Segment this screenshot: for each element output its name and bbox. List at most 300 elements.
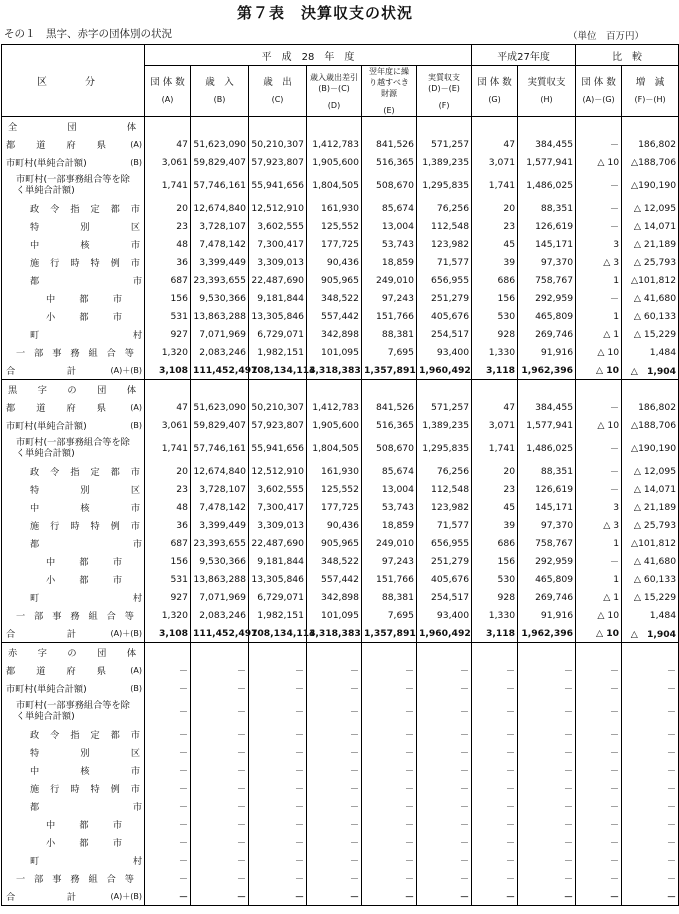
value-cell: － [576,135,622,153]
value-cell: － [622,851,679,869]
value-cell: 125,552 [307,480,362,498]
value-cell: 1 [576,307,622,325]
value-cell: 23 [472,480,518,498]
table-row [2,462,679,480]
value-cell: 3,071 [472,416,518,434]
value-cell: 47 [145,135,191,153]
value-cell: 405,676 [417,570,472,588]
value-cell: － [622,743,679,761]
value-cell: － [472,679,518,697]
value-cell: △ 10 [576,361,622,380]
table-row [2,271,679,289]
value-cell: 39 [472,253,518,271]
empty-cell [191,380,249,399]
value-cell: － [622,679,679,697]
row-tag: (A)＋(B) [110,891,142,901]
value-cell: 161,930 [307,462,362,480]
value-cell: － [472,851,518,869]
value-cell: － [249,661,307,679]
empty-cell [249,117,307,136]
value-cell: 126,619 [518,217,576,235]
value-cell: － [576,480,622,498]
value-cell: △188,706 [622,153,679,171]
value-cell: 1,330 [472,343,518,361]
value-cell: 7,300,417 [249,235,307,253]
value-cell: 48 [145,235,191,253]
value-cell: 249,010 [362,534,417,552]
value-cell: － [362,761,417,779]
value-cell: － [145,815,191,833]
value-cell: 18,859 [362,516,417,534]
value-cell: － [576,552,622,570]
value-cell: 36 [145,253,191,271]
value-cell: － [362,851,417,869]
value-cell: 531 [145,570,191,588]
section-label: 赤 字 の 団 体 [8,648,136,659]
value-cell: 1,741 [145,171,191,199]
value-cell: 145,171 [518,498,576,516]
value-cell: 48 [145,498,191,516]
value-cell: 7,478,142 [191,235,249,253]
row-label: 中 都 市 [46,294,122,305]
value-cell: 3,309,013 [249,253,307,271]
column-header-code: (D) [327,100,341,110]
value-cell: △101,812 [622,271,679,289]
value-cell: 1,484 [622,606,679,624]
value-cell: － [362,833,417,851]
table-row [2,851,679,869]
value-cell: － [191,815,249,833]
value-cell: － [191,779,249,797]
value-cell: △188,706 [622,416,679,434]
empty-cell [307,117,362,136]
value-cell: △ 1,904 [622,361,679,380]
row-label: 町 村 [30,593,142,604]
section-label: 全 団 体 [8,122,136,133]
value-cell: 251,279 [417,552,472,570]
value-cell: 1,960,492 [417,624,472,643]
value-cell: △ 10 [576,416,622,434]
empty-cell [472,380,518,399]
value-cell: △ 3 [576,253,622,271]
column-header-code: (B) [213,95,226,104]
value-cell: 251,279 [417,289,472,307]
value-cell: 3 [576,498,622,516]
value-cell: － [472,869,518,887]
value-cell: 3,061 [145,416,191,434]
table-row [2,361,679,380]
unit-note: （単位 百万円） [567,31,644,42]
value-cell: － [145,743,191,761]
value-cell: 656,955 [417,271,472,289]
value-cell: 7,695 [362,606,417,624]
value-cell: 928 [472,325,518,343]
empty-cell [249,380,307,399]
value-cell: － [249,761,307,779]
value-cell: 516,365 [362,416,417,434]
value-cell: 88,351 [518,199,576,217]
value-cell: △ 41,680 [622,289,679,307]
value-cell: 530 [472,307,518,325]
value-cell: 57,746,161 [191,171,249,199]
table-row [2,289,679,307]
value-cell: － [191,697,249,725]
value-cell: 97,243 [362,289,417,307]
table-row [2,434,679,462]
value-cell: 1 [576,534,622,552]
value-cell: － [145,725,191,743]
value-cell: △ 10 [576,343,622,361]
table-body [2,117,679,906]
value-cell: 156 [145,289,191,307]
value-cell: 254,517 [417,325,472,343]
value-cell: △ 21,189 [622,498,679,516]
value-cell: － [622,725,679,743]
value-cell: 1,484 [622,343,679,361]
value-cell: △ 14,071 [622,217,679,235]
empty-cell [191,643,249,662]
value-cell: 125,552 [307,217,362,235]
value-cell: － [249,869,307,887]
value-cell: △ 14,071 [622,480,679,498]
value-cell: 3,399,449 [191,253,249,271]
value-cell: － [145,887,191,906]
value-cell: 508,670 [362,171,417,199]
row-label: 合 計 (A)＋(B) [2,624,145,643]
value-cell: － [307,797,362,815]
table-row [2,887,679,906]
value-cell: － [417,761,472,779]
empty-cell [518,643,576,662]
value-cell: － [576,462,622,480]
value-cell: 36 [145,516,191,534]
value-cell: － [191,761,249,779]
value-cell: 145,171 [518,235,576,253]
value-cell: 1,960,492 [417,361,472,380]
value-cell: 1,486,025 [518,434,576,462]
value-cell: 55,941,656 [249,434,307,462]
table-row [2,235,679,253]
column-header-label: 歳 入 [205,77,234,88]
value-cell: － [576,217,622,235]
value-cell: 3,728,107 [191,217,249,235]
value-cell: － [249,697,307,725]
value-cell: 1,982,151 [249,343,307,361]
empty-cell [576,380,622,399]
value-cell: 1,577,941 [518,153,576,171]
value-cell: － [472,697,518,725]
value-cell: 1,905,600 [307,153,362,171]
row-label: 都 道 府 県 (A) [6,402,142,414]
column-header-label: 団 体 数 [477,77,512,88]
row-label: 施 行 時 特 例 市 [30,521,140,532]
value-cell: － [362,887,417,906]
value-cell: 1,577,941 [518,416,576,434]
row-label: 中 都 市 [46,820,122,831]
value-cell: 186,802 [622,135,679,153]
row-label: 特 別 区 [30,748,140,759]
value-cell: 47 [145,398,191,416]
table-row [2,697,679,725]
row-label: 一 部 事 務 組 合 等 [16,348,134,359]
value-cell: 13,004 [362,480,417,498]
value-cell: 12,512,910 [249,462,307,480]
value-cell: － [362,797,417,815]
row-label: 小 都 市 [46,575,122,586]
value-cell: 1,295,835 [417,171,472,199]
table-row [2,325,679,343]
row-label: 中 核 市 [30,766,140,777]
empty-cell [518,380,576,399]
table-row [2,253,679,271]
empty-cell [518,117,576,136]
value-cell: △ 1 [576,588,622,606]
row-label: 施 行 時 特 例 市 [30,258,140,269]
value-cell: － [576,779,622,797]
value-cell: － [191,725,249,743]
value-cell: － [518,869,576,887]
row-label: 市町村(一部事務組合等を除く単純合計額) [16,437,130,459]
value-cell: △ 10 [576,624,622,643]
table-row [2,217,679,235]
table-row [2,661,679,679]
value-cell: 3,602,555 [249,480,307,498]
value-cell: 3,071 [472,153,518,171]
value-cell: 13,305,846 [249,307,307,325]
value-cell: 3,318,383 [307,361,362,380]
value-cell: － [249,833,307,851]
value-cell: － [472,725,518,743]
table-row [2,135,679,153]
value-cell: － [622,797,679,815]
value-cell: 7,478,142 [191,498,249,516]
value-cell: 758,767 [518,271,576,289]
column-header [576,66,622,117]
value-cell: 687 [145,534,191,552]
column-header-label: 歳 出 [263,77,292,88]
value-cell: 3,399,449 [191,516,249,534]
table-row [2,624,679,643]
value-cell: 88,351 [518,462,576,480]
value-cell: 269,746 [518,325,576,343]
row-tag: (B) [130,683,142,693]
value-cell: 101,095 [307,606,362,624]
value-cell: 151,766 [362,307,417,325]
value-cell: 269,746 [518,588,576,606]
row-tag: (A) [130,665,142,675]
value-cell: － [576,289,622,307]
value-cell: 47 [472,398,518,416]
value-cell: 53,743 [362,235,417,253]
page-title: 第７表 決算収支の状況 [236,4,413,22]
value-cell: － [145,833,191,851]
value-cell: 927 [145,325,191,343]
column-header-label: 増 減 [635,77,665,88]
column-header [622,66,679,117]
value-cell: 254,517 [417,588,472,606]
value-cell: － [417,725,472,743]
value-cell: 151,766 [362,570,417,588]
table-row [2,869,679,887]
value-cell: 1,982,151 [249,606,307,624]
value-cell: 59,829,407 [191,153,249,171]
value-cell: － [307,833,362,851]
row-label: 中 都 市 [46,557,122,568]
value-cell: － [145,851,191,869]
value-cell: － [191,833,249,851]
value-cell: 1,804,505 [307,171,362,199]
value-cell: 9,530,366 [191,552,249,570]
value-cell: 3,108 [145,624,191,643]
value-cell: 47 [472,135,518,153]
value-cell: 2,083,246 [191,343,249,361]
value-cell: △ 15,229 [622,588,679,606]
value-cell: － [191,851,249,869]
row-tag: (A)＋(B) [110,365,142,375]
row-label: 小 都 市 [46,838,122,849]
value-cell: 50,210,307 [249,135,307,153]
row-tag: (A) [130,139,142,149]
column-header-code: (F)－(H) [634,95,666,104]
value-cell: － [417,743,472,761]
empty-cell [307,380,362,399]
value-cell: 13,004 [362,217,417,235]
value-cell: 90,436 [307,253,362,271]
value-cell: 112,548 [417,480,472,498]
value-cell: 13,305,846 [249,570,307,588]
value-cell: － [362,815,417,833]
value-cell: － [362,679,417,697]
value-cell: 348,522 [307,552,362,570]
value-cell: 1,389,235 [417,153,472,171]
value-cell: 531 [145,307,191,325]
row-label: 市町村(単純合計額) (B) [6,683,142,695]
value-cell: 292,959 [518,289,576,307]
value-cell: 557,442 [307,307,362,325]
value-cell: 1,330 [472,606,518,624]
value-cell: 9,181,844 [249,552,307,570]
section-header-row [2,380,679,399]
value-cell: － [249,815,307,833]
value-cell: 123,982 [417,235,472,253]
table-row [2,815,679,833]
value-cell: － [307,869,362,887]
table-row [2,743,679,761]
value-cell: － [518,679,576,697]
value-cell: 1,389,235 [417,416,472,434]
table-row [2,171,679,199]
value-cell: 57,746,161 [191,434,249,462]
value-cell: － [576,815,622,833]
value-cell: 508,670 [362,434,417,462]
value-cell: － [576,887,622,906]
value-cell: 1,357,891 [362,361,417,380]
value-cell: 53,743 [362,498,417,516]
value-cell: － [518,851,576,869]
value-cell: 841,526 [362,398,417,416]
table-row [2,516,679,534]
value-cell: 12,674,840 [191,199,249,217]
value-cell: － [518,661,576,679]
value-cell: － [191,797,249,815]
value-cell: 76,256 [417,199,472,217]
value-cell: － [307,661,362,679]
value-cell: － [576,761,622,779]
value-cell: △ 10 [576,153,622,171]
row-label: 町 村 [30,856,142,867]
value-cell: － [417,797,472,815]
value-cell: 348,522 [307,289,362,307]
empty-cell [145,643,191,662]
column-header-label: 団 体 数 [150,77,185,88]
value-cell: 18,859 [362,253,417,271]
value-cell: 71,577 [417,253,472,271]
column-header [307,66,362,117]
column-header [472,66,518,117]
table-subtitle: その１ 黒字、赤字の団体別の状況 [4,28,172,40]
value-cell: △190,190 [622,171,679,199]
table-row [2,679,679,697]
value-cell: － [362,661,417,679]
value-cell: － [307,697,362,725]
value-cell: － [472,661,518,679]
value-cell: 20 [145,199,191,217]
value-cell: 928 [472,588,518,606]
value-cell: 177,725 [307,498,362,516]
value-cell: 571,257 [417,135,472,153]
value-cell: △ 25,793 [622,516,679,534]
empty-cell [417,643,472,662]
value-cell: △101,812 [622,534,679,552]
value-cell: － [472,797,518,815]
value-cell: 1,804,505 [307,434,362,462]
value-cell: 71,577 [417,516,472,534]
value-cell: △ 1,904 [622,624,679,643]
value-cell: 1,741 [472,171,518,199]
row-label: 小 都 市 [46,312,122,323]
value-cell: △ 12,095 [622,462,679,480]
table-row [2,416,679,434]
value-cell: － [622,697,679,725]
value-cell: 1 [576,570,622,588]
value-cell: 1,295,835 [417,434,472,462]
value-cell: 384,455 [518,135,576,153]
value-cell: － [576,661,622,679]
value-cell: － [249,887,307,906]
value-cell: 905,965 [307,534,362,552]
value-cell: － [518,761,576,779]
value-cell: 97,370 [518,253,576,271]
value-cell: 557,442 [307,570,362,588]
value-cell: － [249,851,307,869]
value-cell: △ 60,133 [622,570,679,588]
table-row [2,480,679,498]
value-cell: － [307,887,362,906]
value-cell: － [576,869,622,887]
value-cell: 186,802 [622,398,679,416]
empty-cell [362,117,417,136]
value-cell: 22,487,690 [249,534,307,552]
value-cell: 123,982 [417,498,472,516]
table-row [2,779,679,797]
value-cell: 88,381 [362,325,417,343]
value-cell: － [472,743,518,761]
value-cell: － [622,887,679,906]
value-cell: － [417,679,472,697]
empty-cell [417,117,472,136]
value-cell: 156 [472,289,518,307]
value-cell: － [518,797,576,815]
